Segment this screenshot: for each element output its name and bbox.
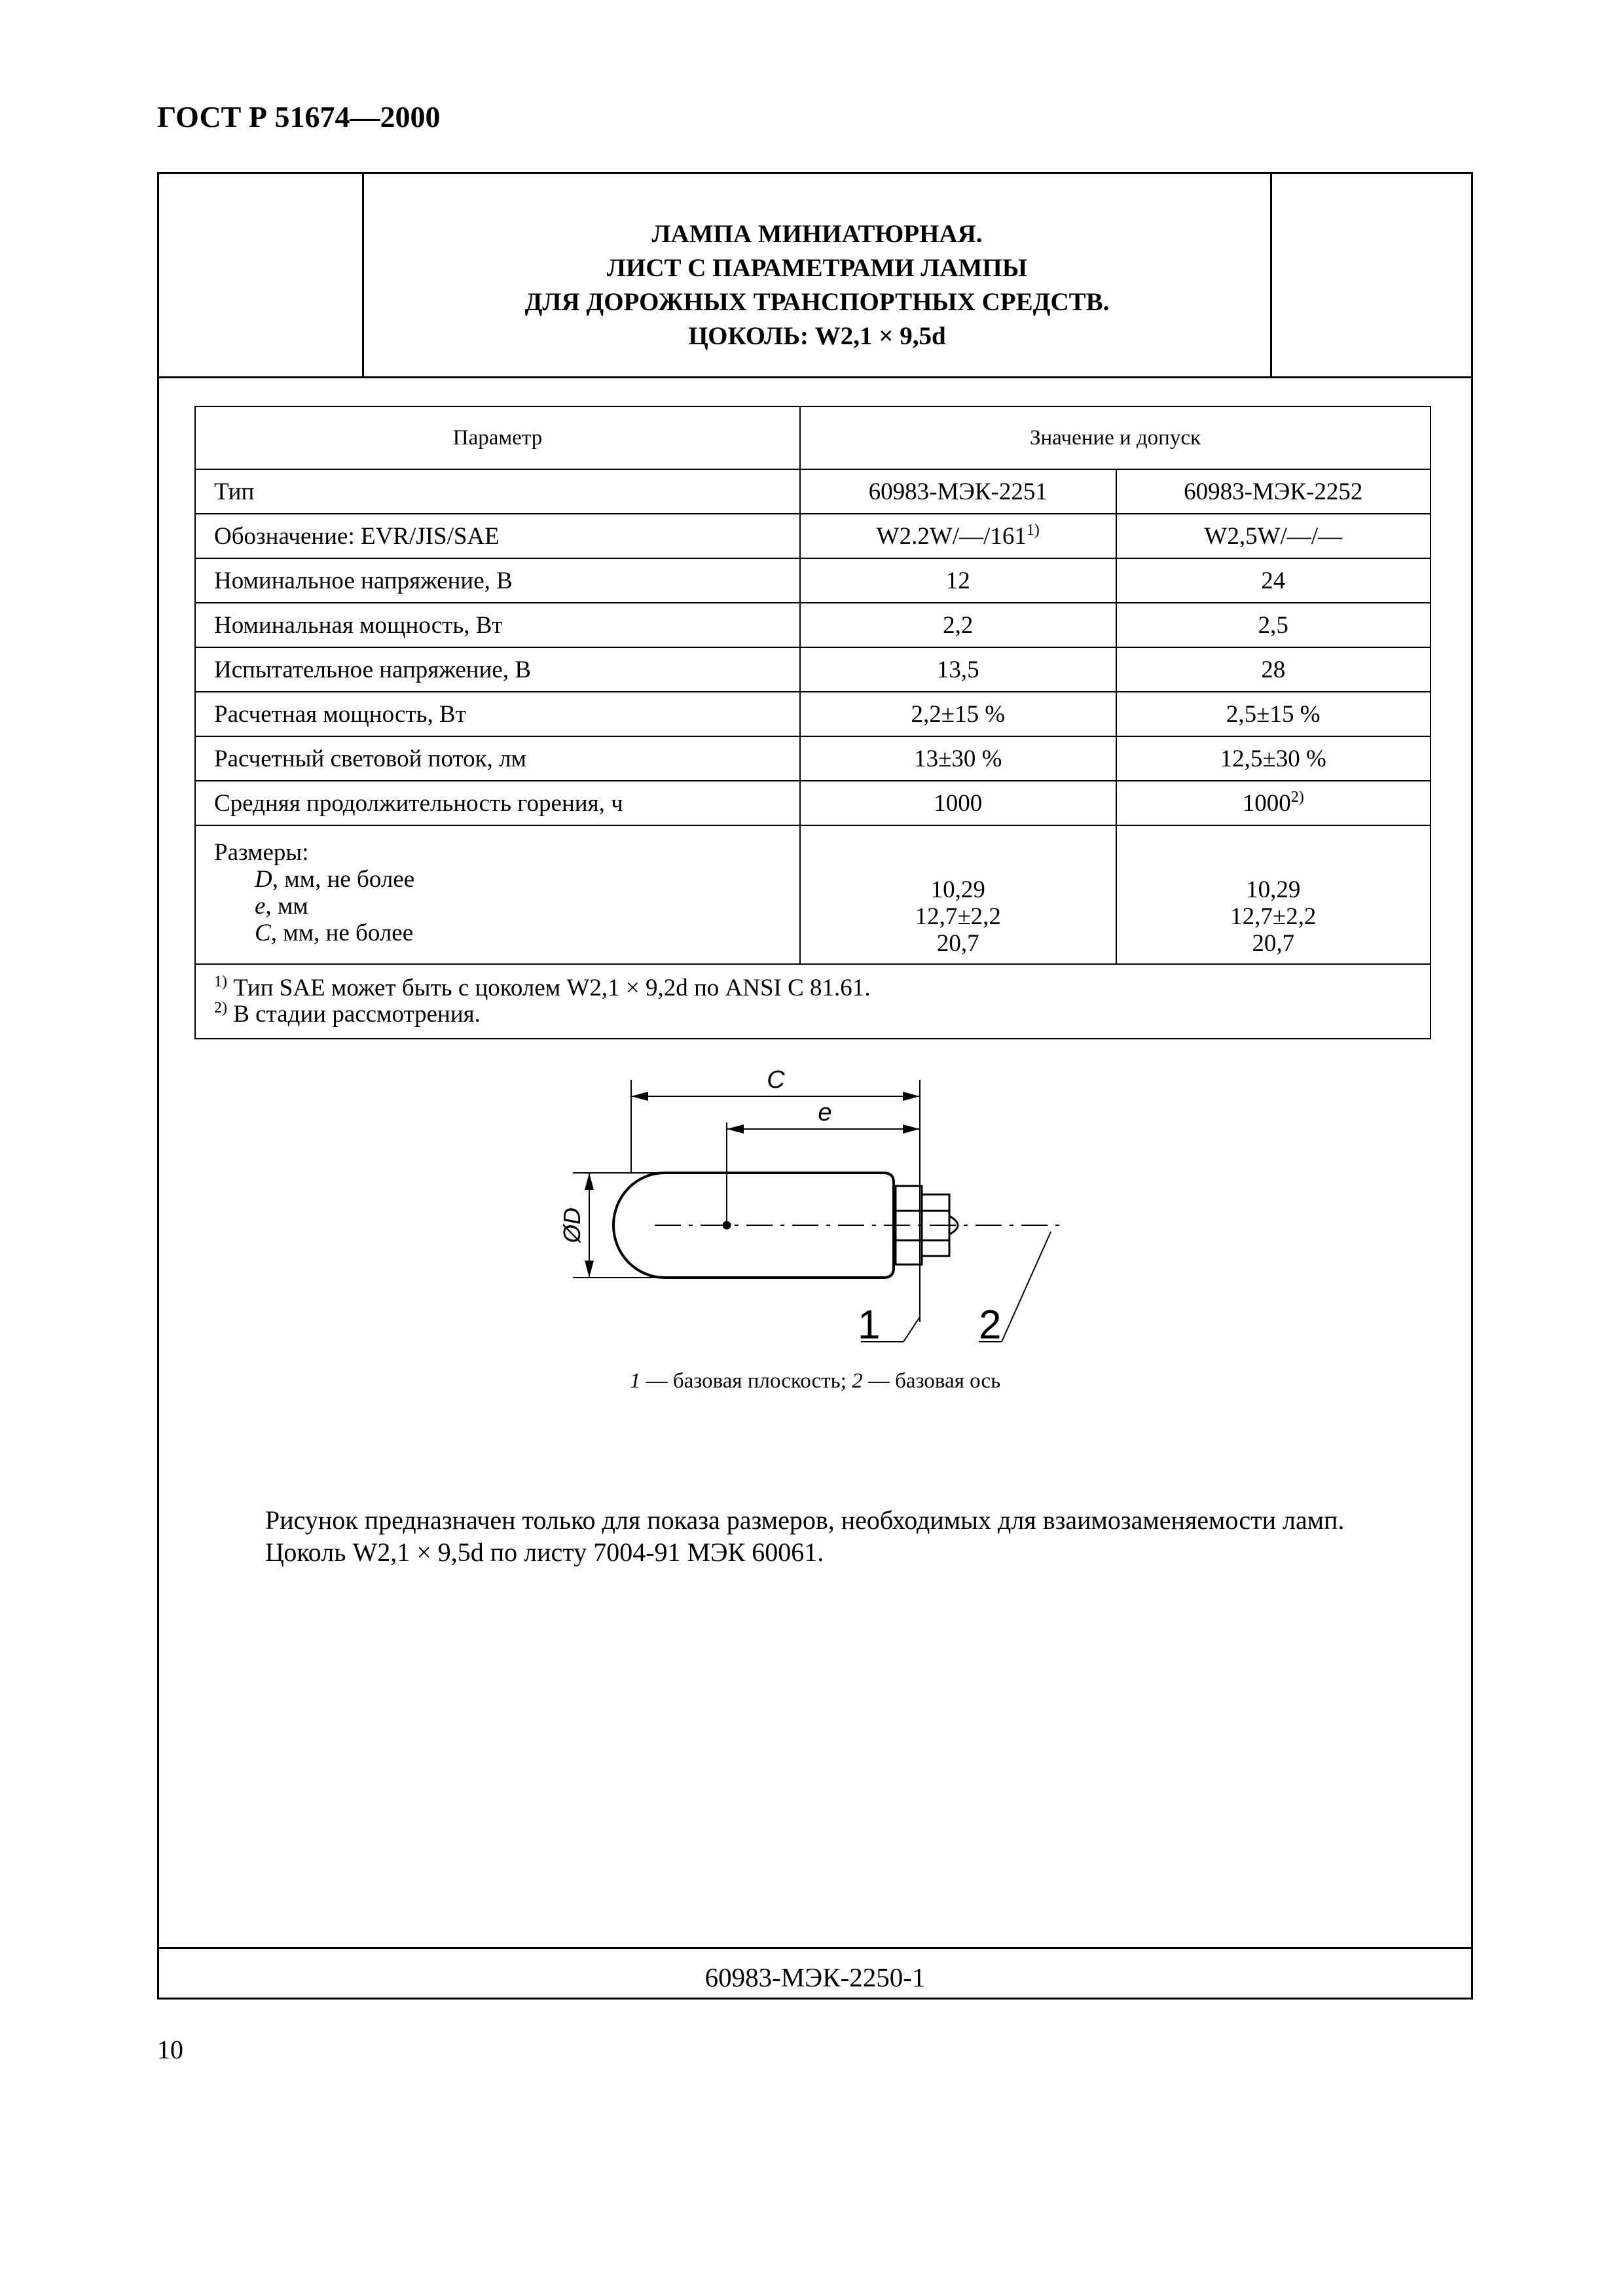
- size-symbol: e: [255, 893, 266, 920]
- arrow-head: [903, 1092, 920, 1101]
- header-value: Значение и допуск: [800, 406, 1431, 469]
- size-text: , мм, не более: [272, 866, 415, 893]
- title-line: ЛАМПА МИНИАТЮРНАЯ.: [651, 220, 983, 248]
- size-text: , мм: [265, 893, 308, 920]
- value-cell-2251: 12: [800, 558, 1116, 603]
- body-text: [219, 1504, 1424, 1568]
- table-row: [195, 603, 1431, 647]
- param-cell: Испытательное напряжение, В: [195, 647, 800, 692]
- value-cell-2251: 2,2: [800, 603, 1116, 647]
- page-number: 10: [157, 2035, 183, 2064]
- sheet-title: [364, 217, 1270, 353]
- value-text: W2.2W/—/161: [876, 522, 1027, 550]
- value-cell-2252: [1116, 825, 1431, 964]
- footnote: [214, 975, 1412, 1001]
- parameter-table: [194, 406, 1431, 1039]
- footer-divider: [157, 1947, 1473, 1949]
- param-cell: Номинальное напряжение, В: [195, 558, 800, 603]
- figure-caption: [157, 1369, 1473, 1393]
- title-block: [159, 174, 1471, 378]
- value-cell-2251: [800, 514, 1116, 558]
- size-item-d: [214, 866, 781, 893]
- param-cell: Номинальная мощность, Вт: [195, 603, 800, 647]
- table-row: [195, 781, 1431, 825]
- size-item-c: [214, 920, 781, 946]
- sheet-code: 60983-МЭК-2250-1: [704, 1962, 926, 1992]
- value-cell-2252: 60983-МЭК-2252: [1116, 469, 1431, 514]
- value-cell-2251: 60983-МЭК-2251: [800, 469, 1116, 514]
- value-text: 1000: [1242, 789, 1291, 817]
- title-cell-right: [1270, 174, 1471, 376]
- table-row: [195, 692, 1431, 736]
- header-parameter: Параметр: [195, 406, 800, 469]
- size-value: 10,29: [1246, 876, 1301, 903]
- document-header: ГОСТ Р 51674—2000: [157, 100, 441, 134]
- param-cell: Обозначение: EVR/JIS/SAE: [195, 514, 800, 558]
- param-cell: Расчетная мощность, Вт: [195, 692, 800, 736]
- title-line: ЛИСТ С ПАРАМЕТРАМИ ЛАМПЫ: [606, 254, 1028, 282]
- table-row: [195, 647, 1431, 692]
- title-line: ДЛЯ ДОРОЖНЫХ ТРАНСПОРТНЫХ СРЕДСТВ.: [524, 288, 1110, 316]
- table-row-sizes: [195, 825, 1431, 964]
- size-value: 20,7: [936, 930, 979, 957]
- param-cell: Средняя продолжительность горения, ч: [195, 781, 800, 825]
- table-row: [195, 514, 1431, 558]
- title-line: ЦОКОЛЬ: W2,1 × 9,5d: [688, 322, 946, 350]
- value-cell-2251: 13±30 %: [800, 736, 1116, 781]
- caption-number: 1: [629, 1369, 641, 1393]
- size-value: 10,29: [930, 876, 985, 903]
- arrow-head: [727, 1124, 744, 1134]
- table-row: [195, 469, 1431, 514]
- value-cell-2252: 2,5: [1116, 603, 1431, 647]
- caption-text: — базовая плоскость;: [640, 1369, 852, 1393]
- table-row: [195, 558, 1431, 603]
- value-cell-2252: 24: [1116, 558, 1431, 603]
- lamp-drawing: [550, 1060, 1074, 1361]
- footnote-text: В стадии рассмотрения.: [233, 1001, 481, 1028]
- value-cell-2251: 1000: [800, 781, 1116, 825]
- footnotes-cell: [195, 964, 1431, 1039]
- arrow-head: [585, 1173, 594, 1190]
- arrow-head: [903, 1124, 920, 1134]
- value-cell-2252: [1116, 781, 1431, 825]
- footnote-ref: 2): [1290, 788, 1304, 806]
- dimension-e-label: e: [818, 1099, 832, 1126]
- value-cell-2252: 2,5±15 %: [1116, 692, 1431, 736]
- callout-leader-2: [1002, 1232, 1051, 1342]
- param-cell-sizes: [195, 825, 800, 964]
- arrow-head: [585, 1261, 594, 1278]
- param-cell: Тип: [195, 469, 800, 514]
- value-cell-2252: 28: [1116, 647, 1431, 692]
- dimension-c-label: C: [767, 1066, 785, 1094]
- body-paragraph: Цоколь W2,1 × 9,5d по листу 7004-91 МЭК 60061.: [265, 1537, 824, 1567]
- size-symbol: C: [255, 920, 271, 946]
- footnote-text: Тип SAE может быть с цоколем W2,1 × 9,2d по ANSI C 81.61.: [233, 975, 871, 1001]
- size-item-e: [214, 893, 781, 920]
- caption-number: 2: [852, 1369, 863, 1393]
- value-cell-2251: 13,5: [800, 647, 1116, 692]
- caption-text: — базовая ось: [862, 1369, 1001, 1393]
- title-cell-left: [159, 174, 364, 376]
- footnote-mark: 2): [214, 999, 227, 1016]
- footnote-ref: 1): [1026, 521, 1040, 539]
- value-cell-2251: 2,2±15 %: [800, 692, 1116, 736]
- table-row-notes: [195, 964, 1431, 1039]
- callout-1-label: 1: [858, 1302, 881, 1348]
- arrow-head: [631, 1092, 648, 1101]
- value-cell-2252: 12,5±30 %: [1116, 736, 1431, 781]
- table-header-row: [195, 406, 1431, 469]
- dimension-d-label: ØD: [558, 1208, 585, 1243]
- table-row: [195, 736, 1431, 781]
- footnote: [214, 1001, 1412, 1028]
- size-text: , мм, не более: [270, 920, 414, 946]
- size-value: 12,7±2,2: [1230, 903, 1317, 930]
- size-symbol: D: [255, 866, 272, 893]
- value-cell-2251: [800, 825, 1116, 964]
- body-paragraph: Рисунок предназначен только для показа размеров, необходимых для взаимозаменяемости ламп.: [265, 1505, 1345, 1535]
- footnote-mark: 1): [214, 973, 227, 990]
- param-cell: Расчетный световой поток, лм: [195, 736, 800, 781]
- callout-leader-1: [903, 1317, 920, 1342]
- sizes-label: Размеры:: [214, 839, 309, 866]
- value-cell-2252: W2,5W/—/—: [1116, 514, 1431, 558]
- size-value: 12,7±2,2: [915, 903, 1001, 930]
- callout-2-label: 2: [979, 1302, 1002, 1348]
- size-value: 20,7: [1252, 930, 1295, 957]
